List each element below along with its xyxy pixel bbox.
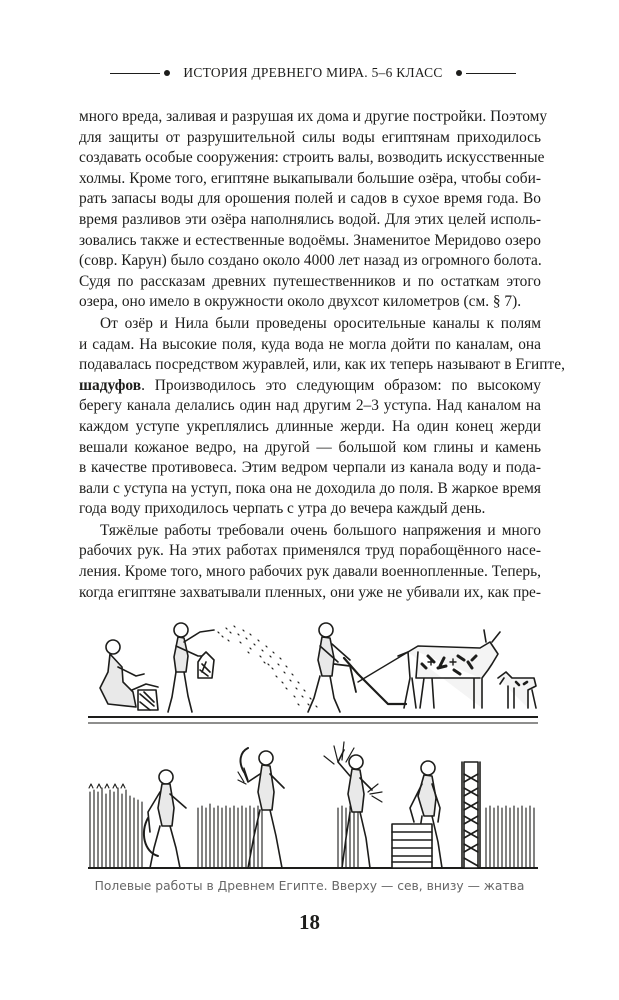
running-head-rule-right — [466, 73, 516, 74]
running-head-dot-right — [456, 70, 462, 76]
reaper-1 — [144, 770, 186, 868]
tall-sheaf-right — [462, 762, 480, 868]
text-line: вешали кожаное ведро, на другой — большой ком глины и камень — [79, 438, 541, 456]
text-fragment: . Производилось это следующим образом: по высокому — [141, 376, 541, 394]
text-line: создавать особые сооружения: строить валы, возводить искусственные — [79, 149, 545, 167]
text-line: холмы. Кроме того, египтяне выкапывали большие озёра, чтобы соби- — [79, 169, 541, 187]
sheaf-bundle — [392, 824, 432, 868]
carrier-figure — [324, 742, 382, 868]
running-head-rule-left — [110, 73, 160, 74]
text-line: и садам. На высокие поля, куда вода не могла дойти по каналам, она — [79, 335, 541, 353]
oxen-pair — [398, 630, 500, 708]
harvest-scene-bottom — [88, 742, 538, 868]
grain-field-middle — [198, 804, 358, 868]
small-dog — [498, 672, 536, 708]
text-line: каждом уступе укреплялись длинные жерди. На один конец жерди — [79, 417, 541, 435]
grain-field-left — [89, 784, 142, 868]
text-line: От озёр и Нила были проведены оросительные каналы к полям — [100, 314, 541, 332]
illustration-field-work — [88, 612, 538, 874]
text-line: в качестве противовеса. Этим ведром черпали из канала воду и пода- — [79, 459, 541, 477]
sowing-scene-top — [88, 623, 538, 723]
text-line: (совр. Карун) было создано около 4000 лет назад из огромного болота. — [79, 252, 542, 270]
body-text — [79, 107, 565, 603]
text-line: Судя по рассказам древних путешественников и по остаткам этого — [79, 272, 541, 290]
text-line: подавалась посредством журавлей, или, как их теперь называют в Египте, — [79, 356, 565, 374]
text-line: года воду приходилось черпать с утра до вечера каждый день. — [79, 500, 486, 518]
text-line: когда египтяне захватывали пленных, они уже не убивали их, как пре- — [79, 583, 541, 601]
text-line: много вреда, заливая и разрушая их дома и другие постройки. Поэтому — [79, 108, 548, 125]
text-line-with-term — [79, 376, 541, 397]
figure-caption: Полевые работы в Древнем Египте. Вверху — сев, внизу — жатва — [94, 879, 525, 893]
text-line: Тяжёлые работы требовали очень большого напряжения и много — [100, 521, 541, 539]
paragraph-2 — [79, 314, 565, 520]
grain-field-right — [486, 806, 534, 868]
text-line: для защиты от разрушительной силы воды египтянам приходилось — [79, 128, 541, 146]
bold-term-shaduf: шадуфов — [79, 376, 142, 394]
reaper-2 — [238, 748, 284, 868]
paragraph-1 — [79, 107, 548, 313]
text-line: зовались также и естественные водоёмы. Знаменитое Меридово озеро — [79, 231, 541, 249]
text-line: берегу канала делались один над другим 2–3 уступа. Над каналом на — [79, 397, 541, 415]
running-head-dot-left — [164, 70, 170, 76]
text-line: вали с уступа на уступ, пока она не доходила до поля. В жаркое время — [79, 479, 541, 497]
text-line: рать запасы воды для орошения полей и садов в сухое время года. Во — [79, 190, 541, 208]
page-number: 18 — [299, 910, 320, 934]
text-line: рабочих рук. На этих работах применялся труд порабощённого насе- — [79, 542, 541, 560]
paragraph-3 — [79, 521, 541, 603]
scattered-seeds — [218, 626, 317, 707]
running-head-title: ИСТОРИЯ ДРЕВНЕГО МИРА. 5–6 КЛАСС — [183, 65, 443, 80]
text-line: ления. Кроме того, много рабочих рук давали военнопленные. Теперь, — [79, 563, 541, 581]
kneeling-figure — [100, 640, 158, 710]
running-head — [110, 66, 516, 80]
text-line: озера, оно имело в окружности около двухсот километров (см. § 7). — [79, 293, 522, 311]
sower-figure — [168, 623, 214, 712]
text-line: время разливов эти озёра наполнялись водой. Для этих целей исполь- — [79, 210, 541, 228]
plowman-figure — [308, 623, 408, 712]
